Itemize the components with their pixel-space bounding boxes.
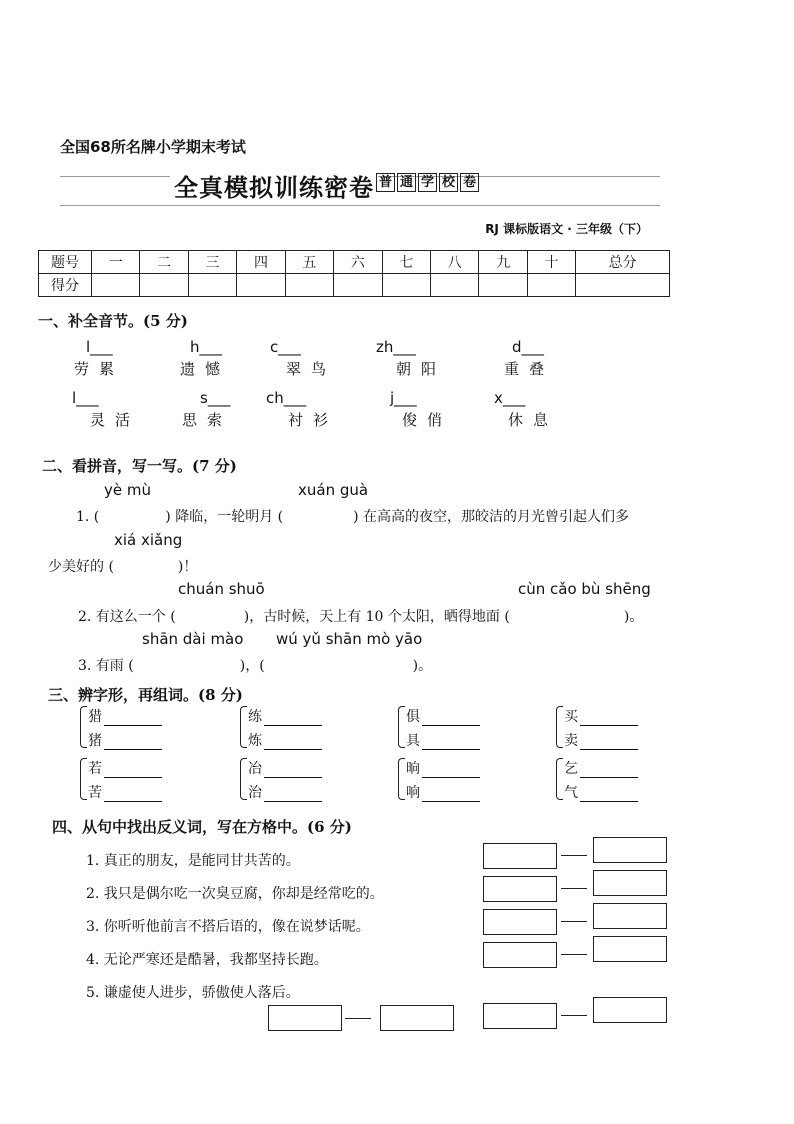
pair-char: 具: [406, 733, 420, 749]
syllable-word: 衬衫: [288, 411, 339, 429]
section3-title: 三、辨字形，再组词。(8 分): [48, 686, 243, 704]
column-header: 二: [140, 251, 188, 274]
question-text: )，古时候，天上有 10 个太阳，晒得地面 (: [243, 609, 510, 625]
pair-char: 炼: [248, 733, 262, 749]
column-header: 五: [285, 251, 333, 274]
pinyin-prompt: cùn cǎo bù shēng: [518, 580, 651, 598]
school-tag: [376, 173, 479, 192]
dash: [561, 888, 587, 889]
answer-box[interactable]: [593, 903, 667, 929]
answer-blank[interactable]: [104, 777, 162, 778]
syllable-item: [266, 389, 366, 430]
dash: [345, 1018, 371, 1019]
dash: [561, 954, 587, 955]
pinyin-prompt: xiá xiǎng: [114, 531, 183, 549]
score-cell[interactable]: [237, 274, 285, 297]
score-cell[interactable]: [430, 274, 478, 297]
score-cell[interactable]: [576, 274, 670, 297]
section4-title: 四、从句中找出反义词，写在方格中。(6 分): [52, 818, 352, 836]
question-text: ) 降临，一轮明月 (: [165, 509, 284, 525]
sentence: 1. 真正的朋友，是能同甘共苦的。: [86, 853, 300, 869]
syllable-word: 朝阳: [396, 360, 447, 378]
answer-blank[interactable]: [264, 801, 322, 802]
pair-char: 响: [406, 785, 420, 801]
question-text: )。: [412, 658, 433, 674]
pair-char: 若: [88, 761, 102, 777]
table-row-label: 题号: [39, 251, 92, 274]
pair-char: 俱: [406, 709, 420, 725]
sentence: 3. 你听听他前言不搭后语的，像在说梦话呢。: [86, 919, 370, 935]
question-text: )。: [623, 609, 644, 625]
section2-title: 二、看拼音，写一写。(7 分): [42, 457, 237, 475]
syllable-word: 灵活: [90, 411, 141, 429]
score-table: [38, 250, 670, 297]
pair-char: 练: [248, 709, 262, 725]
column-header: 总分: [576, 251, 670, 274]
score-cell[interactable]: [188, 274, 236, 297]
syllable-word: 休息: [508, 411, 559, 429]
sentence: 5. 谦虚使人进步，骄傲使人落后。: [86, 985, 300, 1001]
answer-box[interactable]: [593, 936, 667, 962]
dash: [561, 855, 587, 856]
syllable-pinyin[interactable]: ch___: [266, 389, 307, 407]
pair-char: 晌: [406, 761, 420, 777]
column-header: 三: [188, 251, 236, 274]
syllable-pinyin[interactable]: c___: [270, 338, 301, 356]
score-cell[interactable]: [140, 274, 188, 297]
column-header: 七: [382, 251, 430, 274]
pinyin-prompt: yè mù: [104, 481, 151, 499]
pair-char: 猪: [88, 733, 102, 749]
char-pair: [556, 704, 676, 752]
brace: [80, 706, 87, 748]
answer-blank[interactable]: [580, 777, 638, 778]
syllable-pinyin[interactable]: l___: [86, 338, 113, 356]
pinyin-prompt: shān dài mào: [142, 630, 244, 648]
syllable-pinyin[interactable]: s___: [200, 389, 231, 407]
score-cell[interactable]: [382, 274, 430, 297]
syllable-item: [376, 338, 476, 379]
main-title: 全真模拟训练密卷: [170, 168, 378, 203]
edition-label: RJ 课标版语文 · 三年级（下）: [485, 222, 648, 236]
syllable-pinyin[interactable]: zh___: [376, 338, 416, 356]
dash: [561, 1015, 587, 1016]
char-pair: [398, 704, 518, 752]
syllable-word: 思索: [182, 411, 233, 429]
question-text: 2. 有这么一个 (: [78, 609, 176, 625]
syllable-item: [494, 389, 594, 430]
question-line: [48, 556, 197, 576]
answer-blank[interactable]: [422, 749, 480, 750]
brace: [80, 758, 87, 800]
brace: [240, 706, 247, 748]
school-tag-char: 校: [439, 173, 458, 192]
question-number-row: [39, 251, 670, 274]
score-cell[interactable]: [527, 274, 575, 297]
syllable-word: 俊俏: [402, 411, 453, 429]
pinyin-prompt: chuán shuō: [178, 580, 265, 598]
dash: [561, 921, 587, 922]
pair-char: 乞: [564, 761, 578, 777]
table-row-label: 得分: [39, 274, 92, 297]
school-tag-char: 学: [418, 173, 437, 192]
answer-box[interactable]: [380, 1005, 454, 1031]
syllable-pinyin[interactable]: d___: [512, 338, 545, 356]
brace: [398, 758, 405, 800]
syllable-pinyin[interactable]: x___: [494, 389, 526, 407]
answer-blank[interactable]: [104, 725, 162, 726]
score-cell[interactable]: [479, 274, 527, 297]
column-header: 十: [527, 251, 575, 274]
syllable-word: 劳累: [74, 360, 125, 378]
question-line: [78, 606, 643, 626]
char-pair: [240, 704, 360, 752]
question-text: 少美好的 (: [48, 559, 114, 575]
answer-blank[interactable]: [104, 801, 162, 802]
answer-blank[interactable]: [264, 749, 322, 750]
syllable-pinyin[interactable]: l___: [72, 389, 99, 407]
answer-blank[interactable]: [580, 801, 638, 802]
pair-char: 治: [248, 785, 262, 801]
answer-box[interactable]: [593, 870, 667, 896]
pair-char: 苦: [88, 785, 102, 801]
score-cell[interactable]: [334, 274, 382, 297]
question-text: ) 在高高的夜空，那皎洁的月光曾引起人们多: [353, 509, 630, 525]
answer-box[interactable]: [483, 876, 557, 902]
char-pair: [398, 756, 518, 804]
syllable-item: [504, 338, 612, 379]
answer-box[interactable]: [593, 997, 667, 1023]
pair-char: 卖: [564, 733, 578, 749]
brace: [398, 706, 405, 748]
answer-blank[interactable]: [422, 725, 480, 726]
char-pair: [556, 756, 676, 804]
answer-blank[interactable]: [264, 777, 322, 778]
answer-box[interactable]: [483, 1003, 557, 1029]
syllable-item: [72, 389, 172, 430]
score-row: [39, 274, 670, 297]
pinyin-prompt: xuán guà: [298, 481, 369, 499]
answer-box[interactable]: [483, 843, 557, 869]
pair-char: 买: [564, 709, 578, 725]
answer-blank[interactable]: [422, 777, 480, 778]
sentence: 2. 我只是偶尔吃一次臭豆腐，你却是经常吃的。: [86, 886, 384, 902]
section1-title: 一、补全音节。(5 分): [38, 312, 188, 330]
answer-blank[interactable]: [422, 801, 480, 802]
syllable-item: [270, 338, 370, 379]
answer-blank[interactable]: [580, 749, 638, 750]
syllable-word: 重叠: [504, 360, 555, 378]
answer-box[interactable]: [483, 909, 557, 935]
brace: [556, 758, 563, 800]
score-cell[interactable]: [285, 274, 333, 297]
pair-char: 冶: [248, 761, 262, 777]
pinyin-prompt: wú yǔ shān mò yāo: [276, 630, 423, 648]
column-header: 四: [237, 251, 285, 274]
column-header: 九: [479, 251, 527, 274]
syllable-pinyin[interactable]: j___: [390, 389, 417, 407]
question-text: )！: [177, 559, 198, 575]
answer-box[interactable]: [483, 942, 557, 968]
question-text: 1. (: [76, 509, 100, 525]
answer-blank[interactable]: [264, 725, 322, 726]
pair-char: 猎: [88, 709, 102, 725]
school-tag-char: 通: [397, 173, 416, 192]
question-line: [78, 655, 432, 675]
column-header: 八: [430, 251, 478, 274]
pair-char: 气: [564, 785, 578, 801]
column-header: 六: [334, 251, 382, 274]
column-header: 一: [92, 251, 140, 274]
answer-blank[interactable]: [104, 749, 162, 750]
brace: [240, 758, 247, 800]
syllable-item: [74, 338, 186, 379]
brace: [556, 706, 563, 748]
char-pair: [240, 756, 360, 804]
answer-box[interactable]: [268, 1005, 342, 1031]
char-pair: [80, 756, 200, 804]
syllable-word: 翠鸟: [286, 360, 337, 378]
school-tag-char: 普: [376, 173, 395, 192]
char-pair: [80, 704, 200, 752]
answer-blank[interactable]: [580, 725, 638, 726]
answer-box[interactable]: [593, 837, 667, 863]
question-line: [76, 506, 629, 526]
syllable-pinyin[interactable]: h___: [190, 338, 223, 356]
exam-series-title: 全国68所名牌小学期末考试: [60, 138, 246, 156]
question-text: )，(: [239, 658, 265, 674]
score-cell[interactable]: [92, 274, 140, 297]
school-tag-char: 卷: [460, 173, 479, 192]
question-text: 3. 有雨 (: [78, 658, 134, 674]
syllable-item: [390, 389, 490, 430]
sentence: 4. 无论严寒还是酷暑，我都坚持长跑。: [86, 952, 328, 968]
syllable-word: 遗憾: [180, 360, 231, 378]
